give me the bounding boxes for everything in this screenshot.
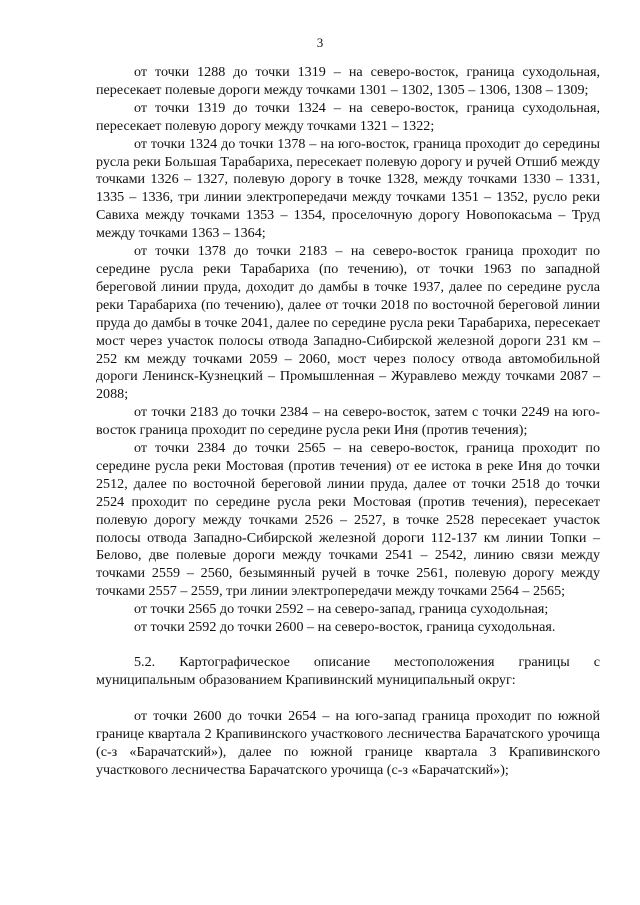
boundary-paragraph-2565-2592: от точки 2565 до точки 2592 – на северо-запад, граница суходольная;: [134, 601, 549, 618]
page-number: 3: [316, 35, 324, 50]
boundary-paragraph-2600-2654: от точки 2600 до точки 2654 – на юго-запад граница проходит по южной границе квартала 2 Крапивинского участкового лесничества Барачатского урочища (с-з «Барачатский»), далее по южной границе квартала 3 Крапивинского участкового лесничества Барачатского урочища (с-з «Барачатский»);: [96, 707, 600, 778]
boundary-paragraph-1319-1324: от точки 1319 до точки 1324 – на северо-восток, граница суходольная, пересекает полевую дорогу между точками 1321 – 1322;: [96, 99, 600, 134]
boundary-paragraph-1378-2183: от точки 1378 до точки 2183 – на северо-восток граница проходит по середине русла реки Тарабариха (по течению), от точки 1963 по западной береговой линии пруда, доходит до дамбы в точке 1937, далее по середине русла реки Тарабариха (по течению), далее от точки 2018 по восточной береговой линии пруда до дамбы в точке 2041, далее по середине русла реки Тарабариха, пересекает мост через участок полосы отвода Западно-Сибирской железной дороги 231 км – 252 км между точками 2059 – 2060, мост через полосу отвода автомобильной дороги Ленинск-Кузнецкий – Промышленная – Журавлево между точками 2087 – 2088;: [96, 243, 600, 403]
boundary-paragraph-2592-2600: от точки 2592 до точки 2600 – на северо-восток, граница суходольная.: [134, 619, 556, 636]
document-body: [96, 64, 600, 779]
boundary-paragraph-2183-2384: от точки 2183 до точки 2384 – на северо-восток, затем с точки 2249 на юго-восток граница проходит по середине русла реки Иня (против течения);: [96, 404, 600, 439]
boundary-paragraph-1288-1319: от точки 1288 до точки 1319 – на северо-восток, граница суходольная, пересекает полевые дороги между точками 1301 – 1302, 1305 – 1306, 1308 – 1309;: [96, 64, 600, 98]
boundary-paragraph-1324-1378: от точки 1324 до точки 1378 – на юго-восток, граница проходит до середины русла реки Большая Тарабариха, пересекает полевую дорогу и ручей Отшиб между точками 1326 – 1327, полевую дорогу в точке 1328, между точками 1330 – 1331, 1335 – 1336, три линии электропередачи между точками 1351 – 1352, русло реки Савиха между точками 1353 – 1354, проселочную дорогу Новопокасьма – Труд между точками 1363 – 1364;: [96, 135, 600, 242]
section-5-2-heading: 5.2. Картографическое описание местоположения границы с муниципальным образованием Крапивинский муниципальный округ:: [96, 654, 600, 688]
boundary-paragraph-2384-2565: от точки 2384 до точки 2565 – на северо-восток, граница проходит по середине русла реки Мостовая (против течения) от ее истока в реке Иня до точки 2512, далее по восточной береговой линии пруда, далее от точки 2518 до точки 2524 проходит по середине русла реки Мостовая (против течения), пересекает полевую дорогу между точками 2526 – 2527, в точке 2528 пересекает участок полосы отвода Западно-Сибирской железной дороги 112-137 км линии Топки – Белово, две полевые дороги между точками 2541 – 2542, линию связи между точками 2559 – 2560, безымянный ручей в точке 2561, полевую дорогу между точками 2557 – 2559, три линии электропередачи между точками 2564 – 2565;: [96, 440, 600, 600]
